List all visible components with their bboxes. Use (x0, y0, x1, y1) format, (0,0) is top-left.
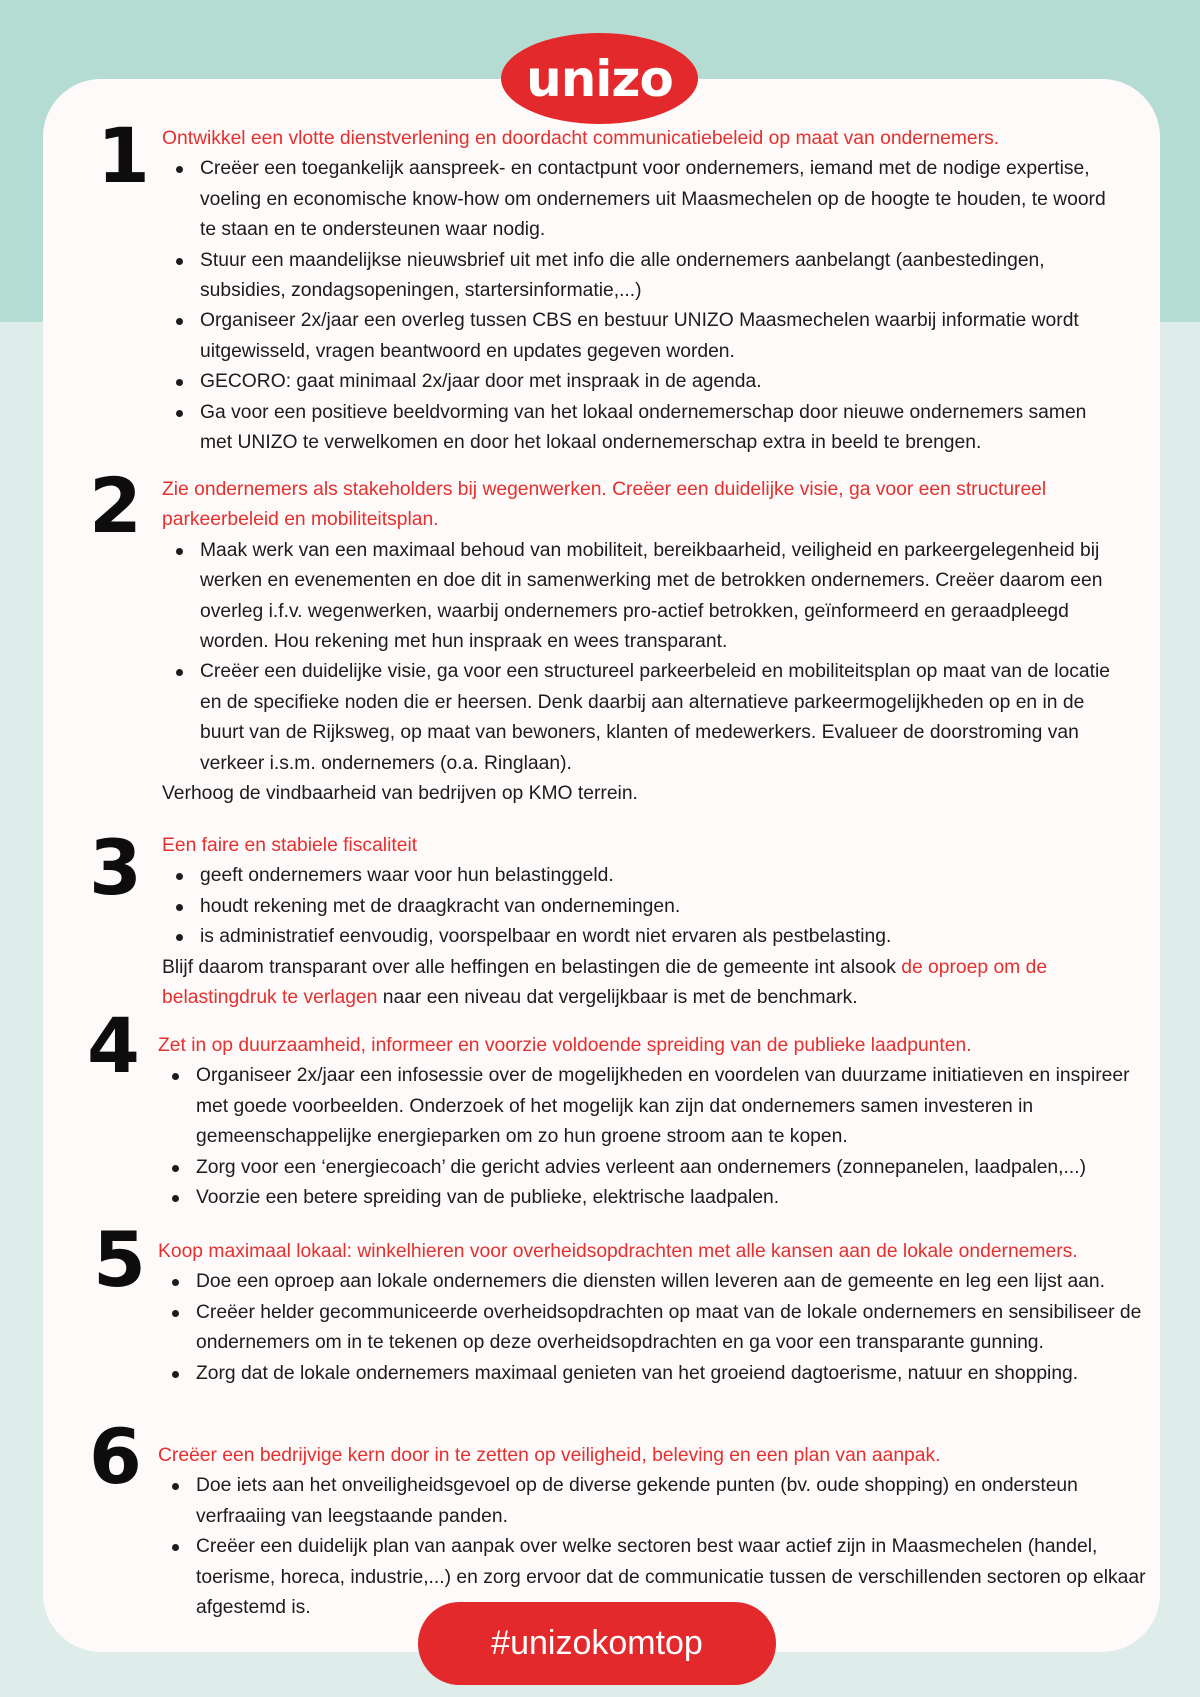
list-item: geeft ondernemers waar voor hun belastinggeld. (162, 861, 1122, 891)
list-item: Doe iets aan het onveiligheidsgevoel op de diverse gekende punten (bv. oude shopping) en ondersteun verfraaiing van leegstaande panden. (158, 1471, 1152, 1532)
section-4 (158, 1031, 1134, 1213)
list-item: is administratief eenvoudig, voorspelbaar en wordt niet ervaren als pestbelasting. (162, 922, 1122, 952)
section-number-3: 3 (89, 823, 142, 912)
section-heading: Zie ondernemers als stakeholders bij wegenwerken. Creëer een duidelijke visie, ga voor een structureel parkeerbeleid en mobiliteitsplan. (162, 479, 1047, 531)
bullet-list (162, 154, 1122, 458)
list-item: GECORO: gaat minimaal 2x/jaar door met inspraak in de agenda. (162, 367, 1122, 397)
list-item: Stuur een maandelijkse nieuwsbrief uit met info die alle ondernemers aanbelangt (aanbestedingen, subsidies, zondagsopeningen, startersinformatie,...) (162, 246, 1122, 307)
section-heading: Creëer een bedrijvige kern door in te zetten op veiligheid, beleving en een plan van aanpak. (158, 1445, 941, 1466)
section-2 (162, 475, 1122, 809)
section-note: Verhoog de vindbaarheid van bedrijven op KMO terrein. (162, 783, 638, 805)
section-number-5: 5 (93, 1215, 146, 1304)
section-3 (162, 831, 1122, 1013)
section-6 (158, 1441, 1152, 1623)
section-heading: Zet in op duurzaamheid, informeer en voorzie voldoende spreiding van de publieke laadpunten. (158, 1035, 972, 1056)
section-number-6: 6 (89, 1412, 142, 1501)
list-item: Creëer een duidelijk plan van aanpak over welke sectoren best waar actief zijn in Maasmechelen (handel, toerisme, horeca, industrie,...) en zorg ervoor dat de communicatie tussen de verschillenden sectoren op elkaar afgestemd is. (158, 1532, 1152, 1623)
bullet-list (158, 1061, 1134, 1213)
bullet-list (158, 1471, 1152, 1623)
section-heading: Een faire en stabiele fiscaliteit (162, 835, 418, 856)
list-item: Creëer een toegankelijk aanspreek- en contactpunt voor ondernemers, iemand met de nodige expertise, voeling en economische know-how om ondernemers uit Maasmechelen op de hoogte te houden, te woord te staan en te ondersteunen waar nodig. (162, 154, 1122, 245)
section-1 (162, 124, 1122, 458)
bullet-list (162, 536, 1122, 779)
list-item: Organiseer 2x/jaar een infosessie over de mogelijkheden en voordelen van duurzame initiatieven en inspireer met goede voorbeelden. Onderzoek of het mogelijk kan zijn dat ondernemers samen investeren in gemeenschappelijke energieparken om zo hun groene stroom aan te kopen. (158, 1061, 1134, 1152)
hashtag-badge: #unizokomtop (418, 1602, 776, 1685)
unizo-logo: unizo (501, 33, 698, 124)
list-item: Creëer helder gecommuniceerde overheidsopdrachten op maat van de lokale ondernemers en sensibiliseer de ondernemers om in te tekenen op deze overheidsopdrachten en ga voor een transparante gunning. (158, 1298, 1152, 1359)
section-note (162, 953, 1122, 1014)
section-number-4: 4 (87, 1001, 140, 1090)
bullet-list (162, 861, 1122, 952)
list-item: Creëer een duidelijke visie, ga voor een structureel parkeerbeleid en mobiliteitsplan op maat van de locatie en de specifieke noden die er heersen. Denk daarbij aan alternatieve parkeermogelijkheden op en in de buurt van de Rijksweg, op maat van bewoners, klanten of medewerkers. Evalueer de doorstroming van verkeer i.s.m. ondernemers (o.a. Ringlaan). (162, 657, 1122, 779)
list-item: Organiseer 2x/jaar een overleg tussen CBS en bestuur UNIZO Maasmechelen waarbij informatie wordt uitgewisseld, vragen beantwoord en updates gegeven worden. (162, 306, 1122, 367)
section-number-2: 2 (89, 461, 142, 550)
list-item: Ga voor een positieve beeldvorming van het lokaal ondernemerschap door nieuwe ondernemers samen met UNIZO te verwelkomen en door het lokaal ondernemerschap extra in beeld te brengen. (162, 398, 1122, 459)
note-text: Blijf daarom transparant over alle heffingen en belastingen die de gemeente int alsook (162, 956, 902, 978)
note-highlight: de oproep om de belastingdruk te verlagen (162, 956, 1048, 1009)
bullet-list (158, 1267, 1152, 1389)
list-item: Zorg voor een ‘energiecoach’ die gericht advies verleent aan ondernemers (zonnepanelen, laadpalen,...) (158, 1153, 1134, 1183)
section-number-1: 1 (97, 111, 150, 200)
section-5 (158, 1237, 1152, 1389)
section-heading: Koop maximaal lokaal: winkelhieren voor overheidsopdrachten met alle kansen aan de lokale ondernemers. (158, 1241, 1078, 1262)
list-item: Zorg dat de lokale ondernemers maximaal genieten van het groeiend dagtoerisme, natuur en shopping. (158, 1359, 1152, 1389)
list-item: Voorzie een betere spreiding van de publieke, elektrische laadpalen. (158, 1183, 1134, 1213)
list-item: Doe een oproep aan lokale ondernemers die diensten willen leveren aan de gemeente en leg een lijst aan. (158, 1267, 1152, 1297)
list-item: houdt rekening met de draagkracht van ondernemingen. (162, 892, 1122, 922)
list-item: Maak werk van een maximaal behoud van mobiliteit, bereikbaarheid, veiligheid en parkeergelegenheid bij werken en evenementen en doe dit in samenwerking met de betrokken ondernemers. Creëer daarom een overleg i.f.v. wegenwerken, waarbij ondernemers pro-actief betrokken, geïnformeerd en geraadpleegd worden. Hou rekening met hun inspraak en wees transparant. (162, 536, 1122, 658)
note-text-end: naar een niveau dat vergelijkbaar is met de benchmark. (377, 987, 858, 1009)
section-heading: Ontwikkel een vlotte dienstverlening en doordacht communicatiebeleid op maat van ondernemers. (162, 128, 1000, 149)
